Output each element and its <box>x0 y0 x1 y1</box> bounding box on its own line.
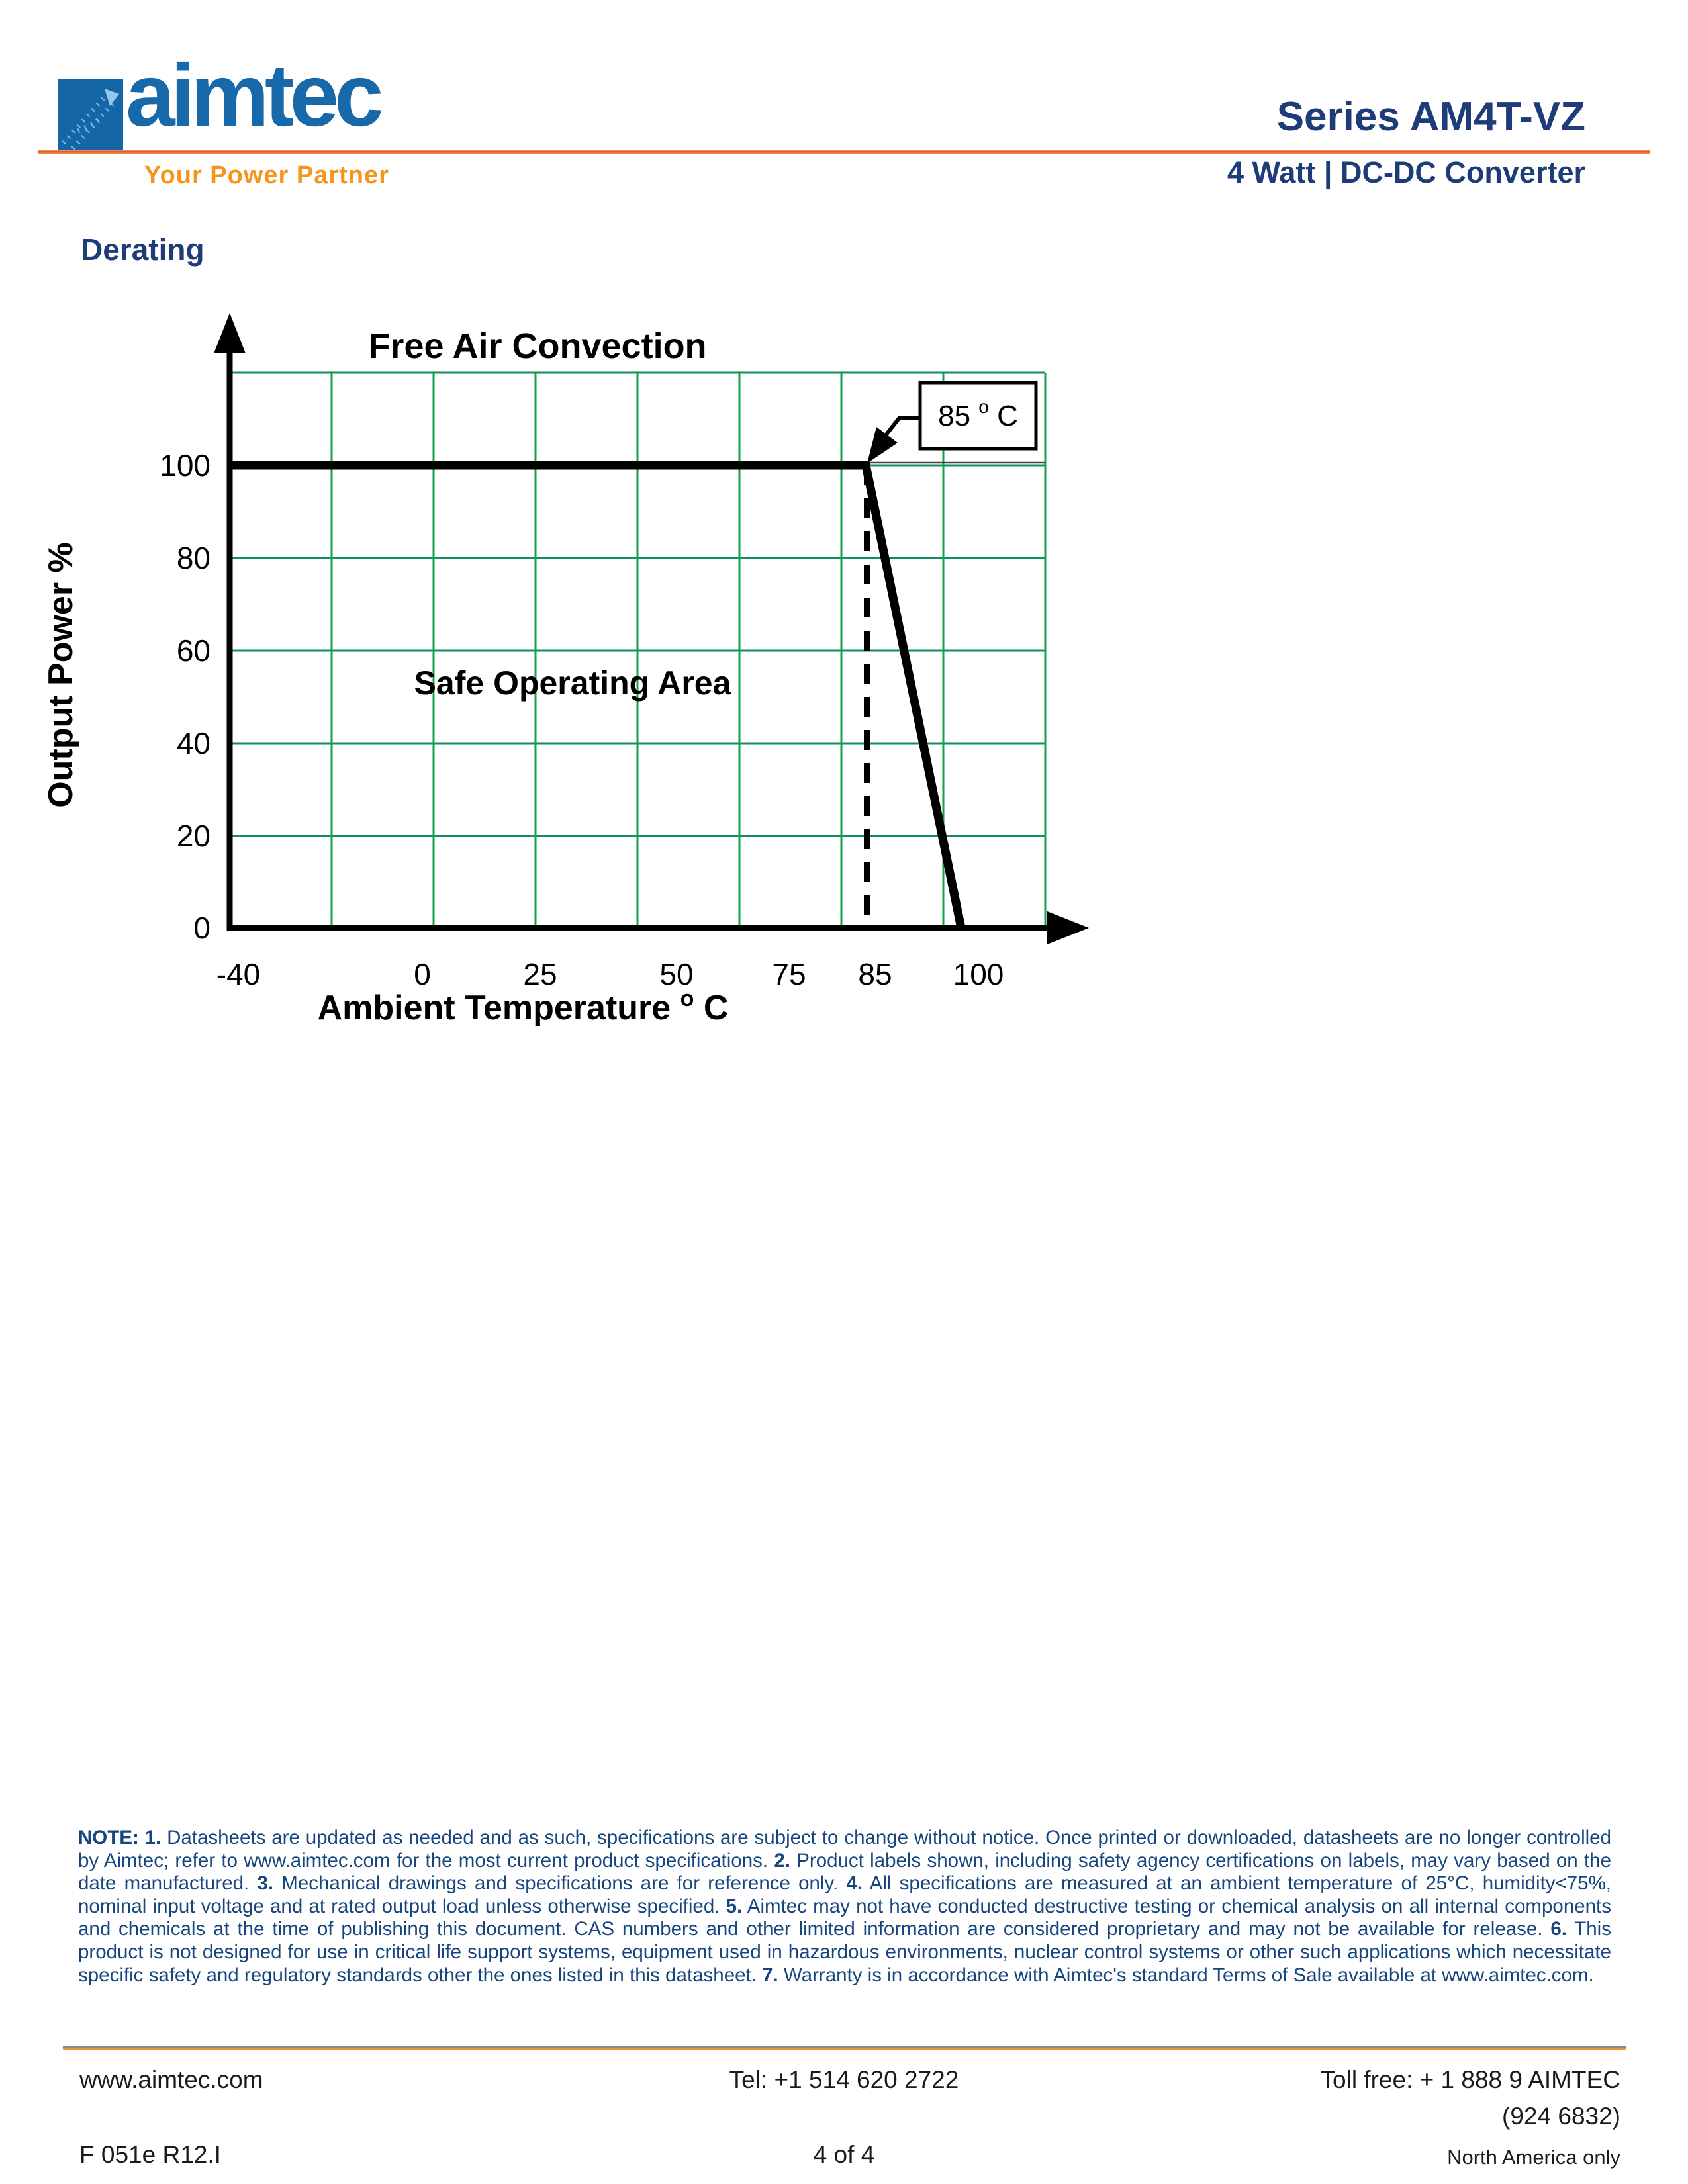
footer-telephone: Tel: +1 514 620 2722 <box>729 2066 959 2093</box>
footer-doc-reference: F 051e R12.I <box>79 2141 221 2168</box>
callout-arrowhead-icon <box>867 427 898 463</box>
y-tick-label: 20 <box>176 819 211 853</box>
x-axis-title: Ambient Temperature $^o$ C <box>317 986 729 1027</box>
header-rule <box>38 150 1650 154</box>
x-tick-label: -40 <box>216 957 261 991</box>
x-tick-label: 0 <box>414 957 431 991</box>
y-tick-label: 40 <box>176 726 211 760</box>
y-axis-arrow-icon <box>214 313 246 353</box>
x-tick-label: 25 <box>523 957 557 991</box>
series-subtitle: 4 Watt | DC-DC Converter <box>1227 156 1585 189</box>
footer-region-note: North America only <box>1447 2146 1620 2169</box>
aimtec-logo-icon <box>58 79 123 152</box>
note-number: 5. <box>726 1895 743 1917</box>
y-tick-label: 80 <box>176 541 211 575</box>
notes-paragraph: NOTE: 1. Datasheets are updated as needed and as such, specifications are subject to change without notice. Once printed or downloaded, datasheets are no longer controlled by Aimtec; refer to www.aimtec.com for the most current product specifications. 2. Product labels shown, including safety agency certifications on labels, may vary based on the date manufactured. 3. Mechanical drawings and specifications are for reference only. 4. All specifications are measured at an ambient temperature of 25°C, humidity<75%, nominal input voltage and at rated output load unless otherwise specified. 5. Aimtec may not have conducted destructive testing or chemical analysis on all internal components and chemicals at the time of publishing this document. CAS numbers and other limited information are considered proprietary and may not be available for release. 6. This product is not designed for use in critical life support systems, equipment used in hazardous environments, nuclear control systems or other such applications which necessitate specific safety and regulatory standards other the ones listed in this datasheet. 7. Warranty is in accordance with Aimtec's standard Terms of Sale available at www.aimtec.com. <box>78 1827 1612 1986</box>
y-axis-title: Output Power % <box>42 542 80 808</box>
safe-operating-area-label: Safe Operating Area <box>414 664 731 702</box>
footer-tollfree-digits: (924 6832) <box>1502 2103 1620 2130</box>
callout-85c-label: 85 $^o$ C <box>938 396 1018 432</box>
x-tick-label: 85 <box>858 957 892 991</box>
y-tick-label: 0 <box>193 911 211 945</box>
logo-arrow-pattern <box>58 79 123 152</box>
footer-website: www.aimtec.com <box>79 2066 263 2093</box>
x-tick-label: 50 <box>659 957 694 991</box>
y-tick-label: 100 <box>160 448 211 482</box>
footer-tollfree: Toll free: + 1 888 9 AIMTEC <box>1320 2066 1620 2093</box>
logo-tagline: Your Power Partner <box>144 161 389 189</box>
note-number: 7. <box>762 1964 778 1986</box>
note-number: 4. <box>846 1872 863 1895</box>
footer-rule <box>63 2046 1626 2050</box>
footer-page-number: 4 of 4 <box>813 2141 875 2168</box>
derating-chart <box>26 285 1165 1046</box>
note-number: 2. <box>774 1849 790 1872</box>
section-title-derating: Derating <box>81 232 205 267</box>
chart-title: Free Air Convection <box>368 326 707 366</box>
x-tick-label: 100 <box>953 957 1004 991</box>
series-title: Series AM4T-VZ <box>1276 94 1585 140</box>
aimtec-logo-text: aimtec <box>126 46 379 145</box>
x-tick-label: 75 <box>772 957 806 991</box>
note-number: 6. <box>1550 1918 1567 1940</box>
callout-arrow-line <box>885 418 919 436</box>
y-tick-label: 60 <box>176 633 211 668</box>
note-number: NOTE: 1. <box>78 1827 162 1848</box>
x-axis-arrow-icon <box>1047 911 1089 944</box>
note-number: 3. <box>257 1872 274 1895</box>
